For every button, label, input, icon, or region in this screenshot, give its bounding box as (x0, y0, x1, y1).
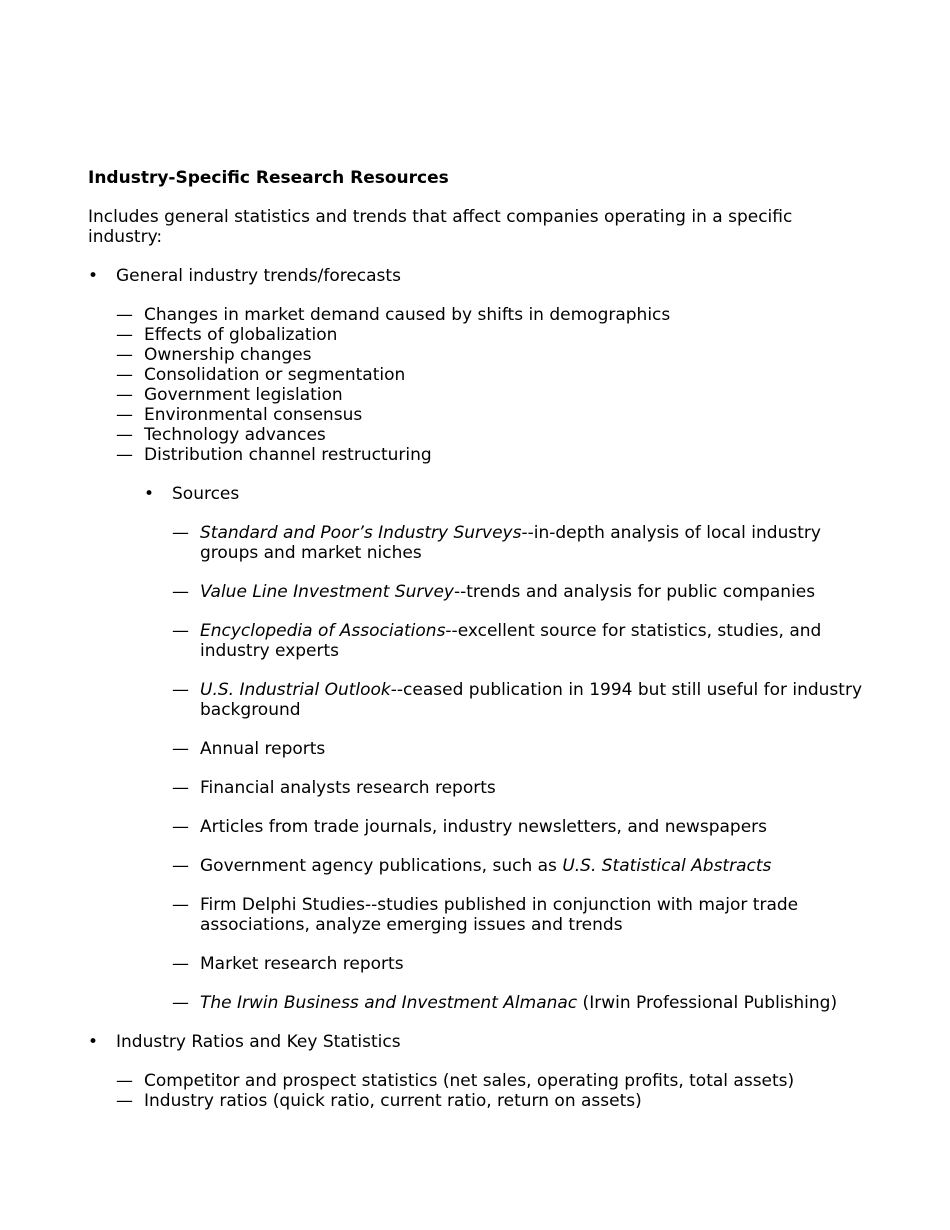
source-item (172, 856, 868, 876)
source-title: Value Line Investment Survey (200, 582, 454, 602)
source-item (172, 993, 868, 1013)
source-description: Annual reports (200, 739, 326, 759)
dash-mark: — (116, 425, 133, 445)
source-description: Market research reports (200, 954, 404, 974)
dash-mark: — (116, 345, 133, 365)
list-item-text: Government legislation (144, 385, 343, 405)
document-page (88, 168, 868, 1111)
dash-mark: — (116, 385, 133, 405)
source-description: Government agency publications, such as (200, 856, 563, 876)
section-heading: Industry Ratios and Key Statistics (116, 1032, 401, 1052)
source-description: Articles from trade journals, industry newsletters, and newspapers (200, 817, 768, 837)
source-title: The Irwin Business and Investment Almanac (200, 993, 578, 1013)
source-item (172, 895, 868, 935)
list-item-text: Consolidation or segmentation (144, 365, 406, 385)
dash-mark: — (116, 1091, 133, 1111)
dash-mark: — (116, 305, 133, 325)
list-item (116, 405, 868, 425)
source-title: U.S. Statistical Abstracts (562, 856, 772, 876)
list-item (116, 385, 868, 405)
dash-mark: — (116, 1071, 133, 1091)
list-item (116, 1071, 868, 1091)
list-item-text: Effects of globalization (144, 325, 338, 345)
list-item (116, 1091, 868, 1111)
dash-mark: — (172, 523, 189, 543)
source-title: Standard and Poor’s Industry Surveys (200, 523, 522, 543)
dash-mark: — (116, 445, 133, 465)
dash-mark: — (116, 325, 133, 345)
dash-mark: — (172, 680, 189, 700)
dash-mark: — (172, 993, 189, 1013)
dash-mark: — (116, 365, 133, 385)
bullet-mark: • (144, 484, 155, 504)
source-description: --ceased publication in 1994 but still useful for industry background (200, 680, 863, 720)
source-description: --in-depth analysis of local industry groups and market niches (200, 523, 821, 563)
list-item-text: Industry ratios (quick ratio, current ratio, return on assets) (144, 1091, 642, 1111)
dash-mark: — (172, 621, 189, 641)
list-item (116, 325, 868, 345)
section-ratios (88, 1032, 868, 1052)
source-item (172, 582, 868, 602)
list-item-text: Distribution channel restructuring (144, 445, 432, 465)
dash-mark: — (172, 954, 189, 974)
source-description: Financial analysts research reports (200, 778, 496, 798)
source-item (172, 739, 868, 759)
list-item (116, 305, 868, 325)
list-item-text: Technology advances (144, 425, 326, 445)
dash-mark: — (172, 895, 189, 915)
bullet-mark: • (88, 1032, 99, 1052)
ratio-list (116, 1071, 868, 1111)
source-title: U.S. Industrial Outlook (200, 680, 391, 700)
dash-mark: — (172, 856, 189, 876)
list-item-text: Ownership changes (144, 345, 312, 365)
source-description: --trends and analysis for public companies (453, 582, 816, 602)
dash-mark: — (172, 582, 189, 602)
list-item (116, 365, 868, 385)
source-item (172, 523, 868, 563)
list-item (116, 445, 868, 465)
source-item (172, 778, 868, 798)
source-item (172, 621, 868, 661)
list-item-text: Changes in market demand caused by shifts in demographics (144, 305, 671, 325)
source-title: Encyclopedia of Associations (200, 621, 446, 641)
source-description: --excellent source for statistics, studies, and industry experts (200, 621, 822, 661)
list-item-text: Environmental consensus (144, 405, 363, 425)
list-item (116, 345, 868, 365)
dash-mark: — (172, 739, 189, 759)
intro-paragraph: Includes general statistics and trends that affect companies operating in a specific industry: (88, 207, 793, 247)
list-item (116, 425, 868, 445)
source-item (172, 680, 868, 720)
dash-mark: — (116, 405, 133, 425)
source-description: (Irwin Professional Publishing) (577, 993, 838, 1013)
list-item-text: Competitor and prospect statistics (net sales, operating profits, total assets) (144, 1071, 795, 1091)
section-heading: General industry trends/forecasts (116, 266, 401, 286)
sources-heading-text: Sources (172, 484, 240, 504)
source-description: Firm Delphi Studies--studies published in conjunction with major trade associations, analyze emerging issues and trends (200, 895, 799, 935)
source-item (172, 817, 868, 837)
dash-mark: — (172, 778, 189, 798)
trend-list (116, 305, 868, 465)
page-title: Industry-Specific Research Resources (88, 168, 449, 188)
sources-heading (144, 484, 868, 504)
bullet-mark: • (88, 266, 99, 286)
section-trends (88, 266, 868, 286)
source-item (172, 954, 868, 974)
dash-mark: — (172, 817, 189, 837)
